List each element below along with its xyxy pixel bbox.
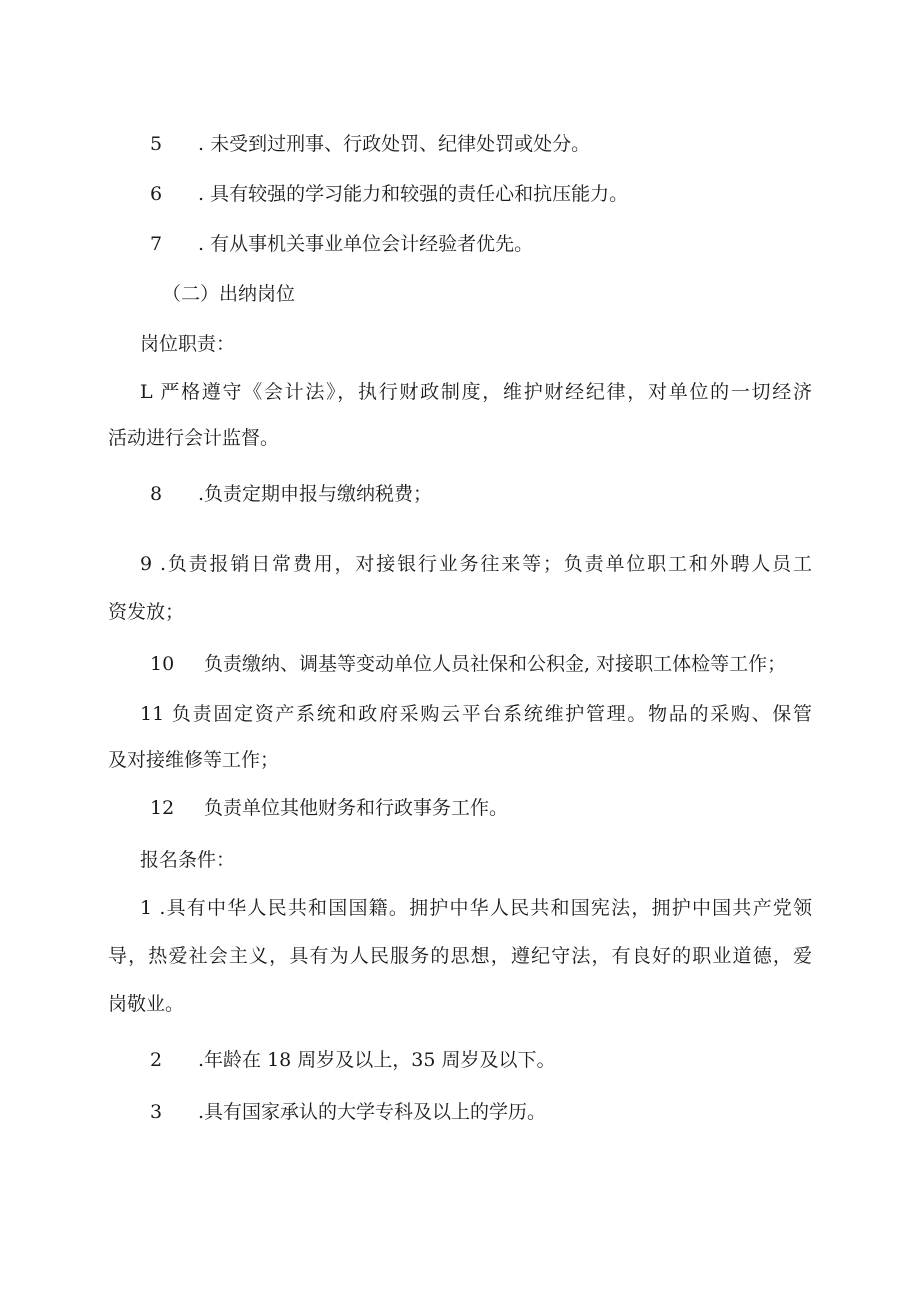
item-number-6: 6 (150, 183, 163, 205)
item-number-7: 7 (150, 233, 163, 255)
requirement-1-line-1: 1 .具有中华人民共和国国籍。拥护中华人民共和国宪法，拥护中国共产党领 (140, 897, 812, 919)
item-9-line-1: 9 .负责报销日常费用，对接银行业务往来等；负责单位职工和外聘人员工 (140, 553, 812, 575)
requirement-1-line-2: 导，热爱社会主义，具有为人民服务的思想，遵纪守法，有良好的职业道德，爱 (108, 945, 812, 967)
item-text-6: . 具有较强的学习能力和较强的责任心和抗压能力。 (198, 183, 629, 205)
item-9-line-2: 资发放； (108, 601, 185, 623)
requirement-text-3: .具有国家承认的大学专科及以上的学历。 (198, 1101, 547, 1123)
duty-l-line-2: 活动进行会计监督。 (108, 427, 280, 449)
item-number-8: 8 (150, 483, 163, 505)
item-text-5: . 未受到过刑事、行政处罚、纪律处罚或处分。 (198, 133, 591, 155)
requirement-number-2: 2 (150, 1049, 163, 1071)
duties-label: 岗位职责： (140, 333, 236, 355)
requirement-text-2: .年龄在 18 周岁及以上，35 周岁及以下。 (198, 1049, 556, 1071)
item-number-12: 12 (150, 797, 175, 819)
requirements-label: 报名条件： (140, 849, 236, 871)
item-11-line-1: 11 负责固定资产系统和政府采购云平台系统维护管理。物品的采购、保管 (140, 703, 812, 725)
item-number-5: 5 (150, 133, 163, 155)
item-text-8: .负责定期申报与缴纳税费； (198, 483, 433, 505)
item-11-line-2: 及对接维修等工作； (108, 749, 280, 771)
item-text-12: 负责单位其他财务和行政事务工作。 (204, 797, 509, 819)
requirement-1-line-3: 岗敬业。 (108, 993, 185, 1015)
item-number-10: 10 (150, 653, 175, 675)
section-heading: （二）出纳岗位 (162, 283, 296, 305)
duty-l-line-1: L 严格遵守《会计法》，执行财政制度，维护财经纪律，对单位的一切经济 (140, 381, 812, 403)
requirement-number-3: 3 (150, 1101, 163, 1123)
item-text-7: . 有从事机关事业单位会计经验者优先。 (198, 233, 534, 255)
item-text-10: 负责缴纳、调基等变动单位人员社保和公积金, 对接职工体检等工作； (204, 653, 787, 675)
